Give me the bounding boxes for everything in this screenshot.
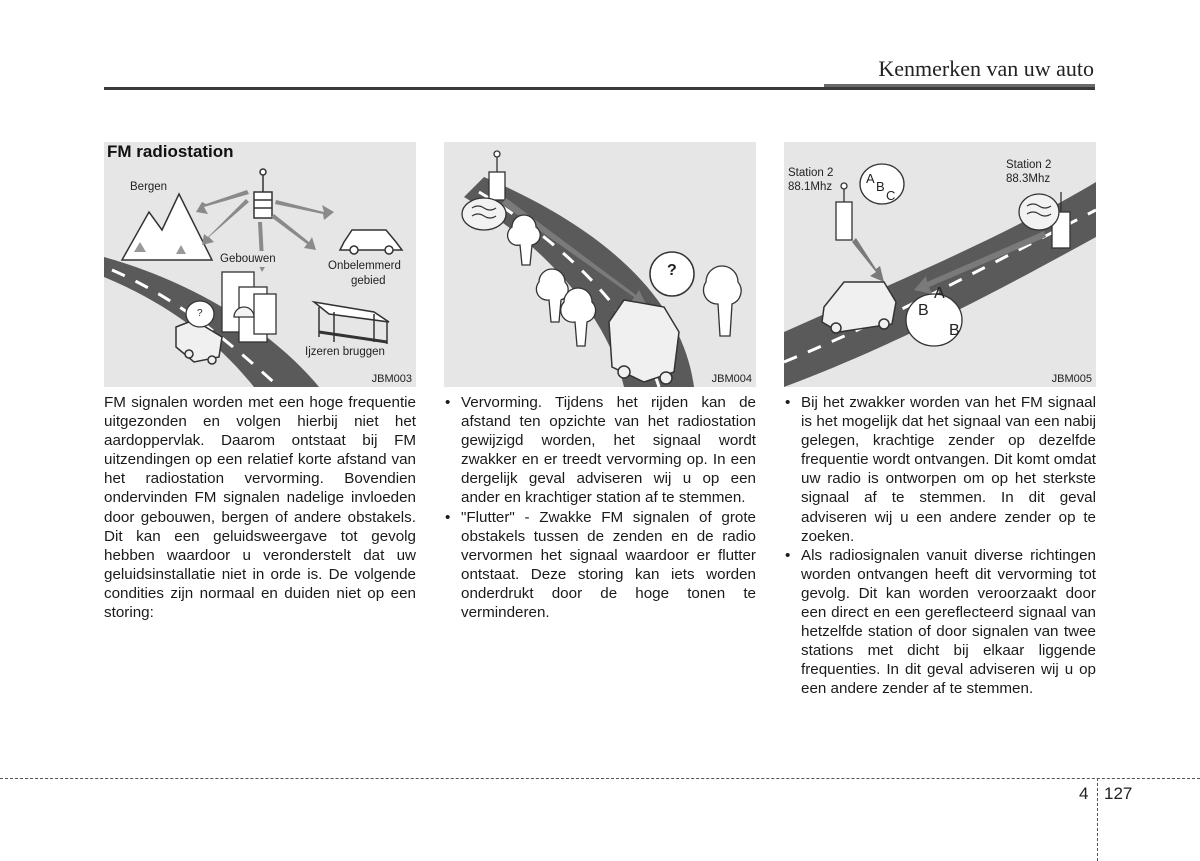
page-number: 127: [1104, 784, 1133, 803]
bullet-list-right: [784, 393, 1096, 699]
header-rule: [104, 87, 1095, 90]
label-freq-left: 88.1Mhz: [788, 181, 833, 193]
figure-title: FM radiostation: [107, 142, 234, 161]
header-rule-accent: [824, 84, 1095, 87]
label-station-right: Station 2: [1006, 159, 1052, 171]
list-item: • "Flutter" - Zwakke FM signalen of grote obstakels tussen de zenden en de radio vervormen het signaal waardoor er flutter ontstaat. Deze storing kan iets worden onderdrukt door de hoge tonen te verminderen.: [444, 508, 756, 623]
label-ijzeren-bruggen: Ijzeren bruggen: [301, 344, 389, 360]
figure-code: JBM005: [1051, 373, 1092, 385]
label-onbelemmerd: Onbelemmerd: [328, 260, 401, 272]
text-column-left: [104, 393, 416, 622]
letter-b-bubble: B: [918, 302, 929, 319]
footer-divider: [0, 778, 1200, 779]
label-station-left: Station 2: [788, 167, 834, 179]
figure-fm-radiostation: [104, 142, 416, 387]
text-column-middle: [444, 393, 756, 622]
figure-vervorming: [444, 142, 756, 387]
bullet-list-middle: [444, 393, 756, 622]
chapter-number: 4: [1079, 784, 1089, 803]
letter-a: A: [866, 171, 875, 186]
tower-icon: [254, 169, 272, 218]
question-mark: ?: [667, 262, 677, 279]
letter-b-bubble-2: B: [949, 322, 960, 339]
footer-divider-vertical: [1097, 778, 1098, 861]
figure-meerdere-zenders: [784, 142, 1096, 387]
vervorming-illustration: [444, 142, 756, 387]
figure-code: JBM004: [711, 373, 752, 385]
label-gebied: gebied: [351, 275, 386, 287]
paragraph-fm-intro: FM signalen worden met een hoge frequentie uitgezonden en volgen hierbij niet het aardoppervlak. Daarom ontstaat bij FM uitzendingen op een relatief korte afstand van het radiostation vervorming. Bovendien ondervinden FM signalen nadelige invloeden door gebouwen, bergen of andere obstakels. Dit kan een geluidsweergave tot gevolg hebben waardoor u veronderstelt dat uw geluidsinstallatie niet in orde is. De volgende condities zijn normaal en duiden niet op een storing:: [104, 394, 416, 622]
letter-a-bubble: A: [934, 285, 945, 302]
page-header-title: Kenmerken van uw auto: [878, 56, 1094, 81]
label-gebouwen: Gebouwen: [216, 251, 280, 267]
letter-b: B: [876, 179, 885, 194]
list-item: • Vervorming. Tijdens het rijden kan de afstand ten opzichte van het radiostation gewijzigd worden, het signaal wordt zwakker en er treedt vervorming op. In een dergelijk geval adviseren wij u op een ander en krachtiger station af te stemmen.: [444, 393, 756, 508]
question-mark: ?: [197, 308, 203, 319]
letter-c: C: [886, 188, 896, 203]
label-bergen: Bergen: [126, 179, 171, 195]
figure-code: JBM003: [371, 373, 412, 385]
label-freq-right: 88.3Mhz: [1006, 173, 1051, 185]
list-item: • Bij het zwakker worden van het FM signaal is het mogelijk dat het signaal van een nabij gelegen, krachtige zender op dezelfde frequentie wordt ontvangen. Dit komt omdat uw radio is ontworpen om op het sterkste signaal af te stemmen. In dit geval adviseren wij u een andere zender op te zoeken.: [784, 393, 1096, 546]
text-column-right: [784, 393, 1096, 699]
list-item: • Als radiosignalen vanuit diverse richtingen worden ontvangen heeft dit vervorming tot gevolg. Dit kan worden veroorzaakt door een direct en een gereflecteerd signaal van hetzelfde station of door signalen van twee stations met dicht bij elkaar liggende frequenties. In dit geval adviseren wij u op een andere zender af te stemmen.: [784, 546, 1096, 699]
